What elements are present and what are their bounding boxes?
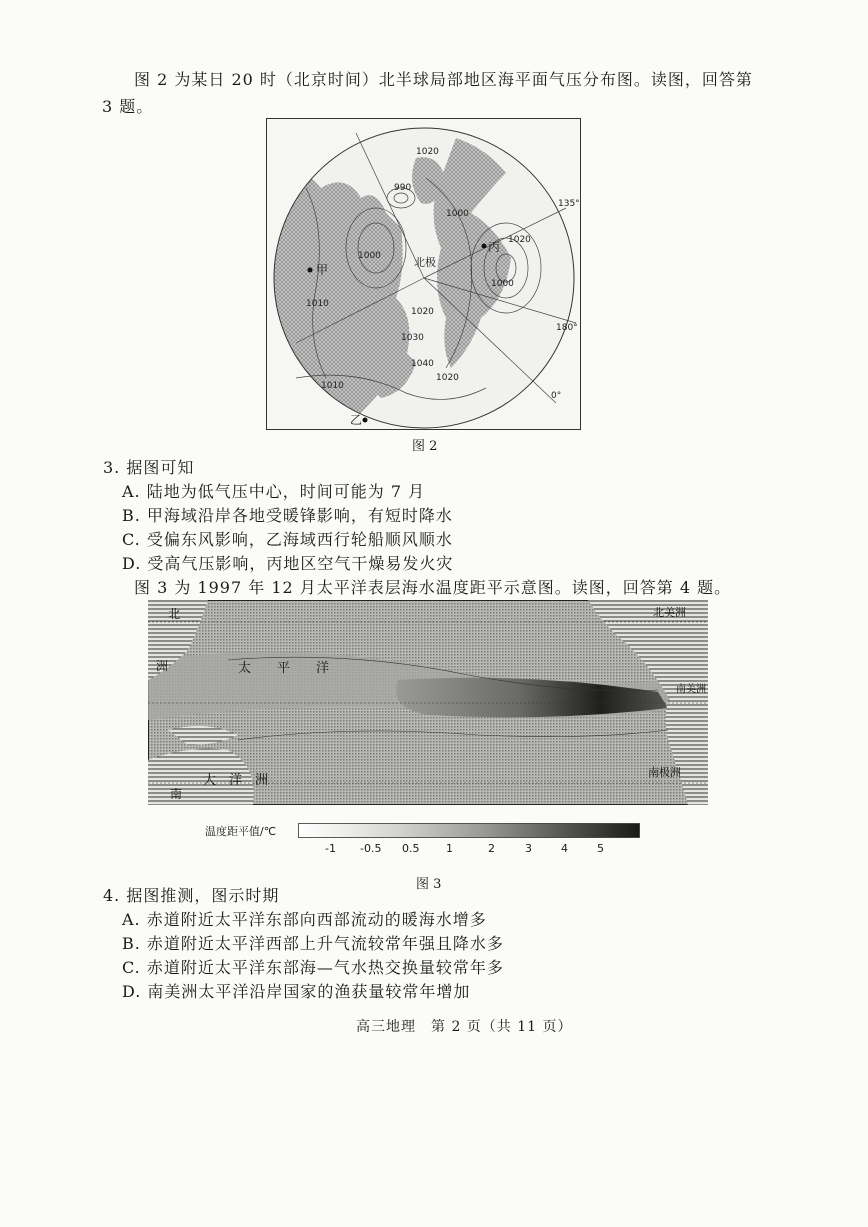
svg-text:1020: 1020 <box>436 373 459 383</box>
q4-option-d[interactable]: D. 南美洲太平洋沿岸国家的渔获量较常年增加 <box>122 982 471 1001</box>
svg-text:1020: 1020 <box>411 307 434 317</box>
figure-2-caption: 图 2 <box>412 439 438 454</box>
legend-tick: 1 <box>446 842 453 855</box>
svg-text:180°: 180° <box>556 323 578 333</box>
q4-option-c[interactable]: C. 赤道附近太平洋东部海—气水热交换量较常年多 <box>122 958 504 977</box>
legend-tick: 5 <box>597 842 604 855</box>
legend-tick: -0.5 <box>360 842 382 855</box>
label-north-america: 北美洲 <box>653 606 686 619</box>
q3-option-d[interactable]: D. 受高气压影响，丙地区空气干燥易发火灾 <box>122 554 454 573</box>
legend-tick: 2 <box>488 842 495 855</box>
intro-fig3: 图 3 为 1997 年 12 月太平洋表层海水温度距平示意图。读图，回答第 4 题。 <box>134 578 732 597</box>
svg-text:1040: 1040 <box>411 359 434 369</box>
q3-option-a[interactable]: A. 陆地为低气压中心，时间可能为 7 月 <box>122 482 426 501</box>
legend-tick: -1 <box>325 842 336 855</box>
legend-tick: 3 <box>525 842 532 855</box>
svg-text:135°: 135° <box>558 199 580 209</box>
label-south: 南 <box>170 787 183 801</box>
svg-text:990: 990 <box>394 183 412 193</box>
label-australia: 大 洋 洲 <box>203 773 269 788</box>
marker-yi <box>363 418 368 423</box>
q3-option-b[interactable]: B. 甲海域沿岸各地受暖锋影响，有短时降水 <box>122 506 453 525</box>
svg-text:1000: 1000 <box>491 279 514 289</box>
svg-text:1000: 1000 <box>358 251 381 261</box>
q4-option-a[interactable]: A. 赤道附近太平洋东部向西部流动的暖海水增多 <box>122 910 487 929</box>
marker-bing <box>482 244 487 249</box>
label-north-pole: 北极 <box>414 256 436 269</box>
q4-stem: 4. 据图推测，图示时期 <box>103 886 280 905</box>
svg-text:1020: 1020 <box>508 235 531 245</box>
svg-text:0°: 0° <box>551 391 562 401</box>
q4-option-b[interactable]: B. 赤道附近太平洋西部上升气流较常年强且降水多 <box>122 934 504 953</box>
legend-scale-bar <box>298 823 640 839</box>
legend-title: 温度距平值/℃ <box>205 825 277 838</box>
q3-option-c[interactable]: C. 受偏东风影响，乙海域西行轮船顺风顺水 <box>122 530 453 549</box>
figure-3-caption: 图 3 <box>416 877 442 892</box>
figure-2-pressure-map <box>266 118 581 430</box>
svg-text:1020: 1020 <box>416 147 439 157</box>
label-bing: 丙 <box>488 240 501 254</box>
legend-tick: 0.5 <box>402 842 420 855</box>
marker-jia <box>308 268 313 273</box>
label-pacific: 太 平 洋 <box>238 661 330 676</box>
intro-fig2: 图 2 为某日 20 时（北京时间）北半球局部地区海平面气压分布图。读图，回答第 3 题。 <box>102 70 753 116</box>
label-asia: 洲 <box>156 659 169 673</box>
label-yi: 乙 <box>350 413 363 427</box>
svg-text:1000: 1000 <box>446 209 469 219</box>
label-jia: 甲 <box>316 263 329 277</box>
figure-3-sst-anomaly-map <box>148 600 708 805</box>
svg-text:1010: 1010 <box>321 381 344 391</box>
q3-stem: 3. 据图可知 <box>103 458 195 477</box>
label-north: 北 <box>168 607 181 621</box>
label-south-america: 南美洲 <box>676 684 706 695</box>
page-footer: 高三地理 第 2 页（共 11 页） <box>356 1019 573 1035</box>
svg-text:1030: 1030 <box>401 333 424 343</box>
label-antarctica: 南极洲 <box>648 766 681 779</box>
legend-tick: 4 <box>561 842 568 855</box>
svg-text:1010: 1010 <box>306 299 329 309</box>
